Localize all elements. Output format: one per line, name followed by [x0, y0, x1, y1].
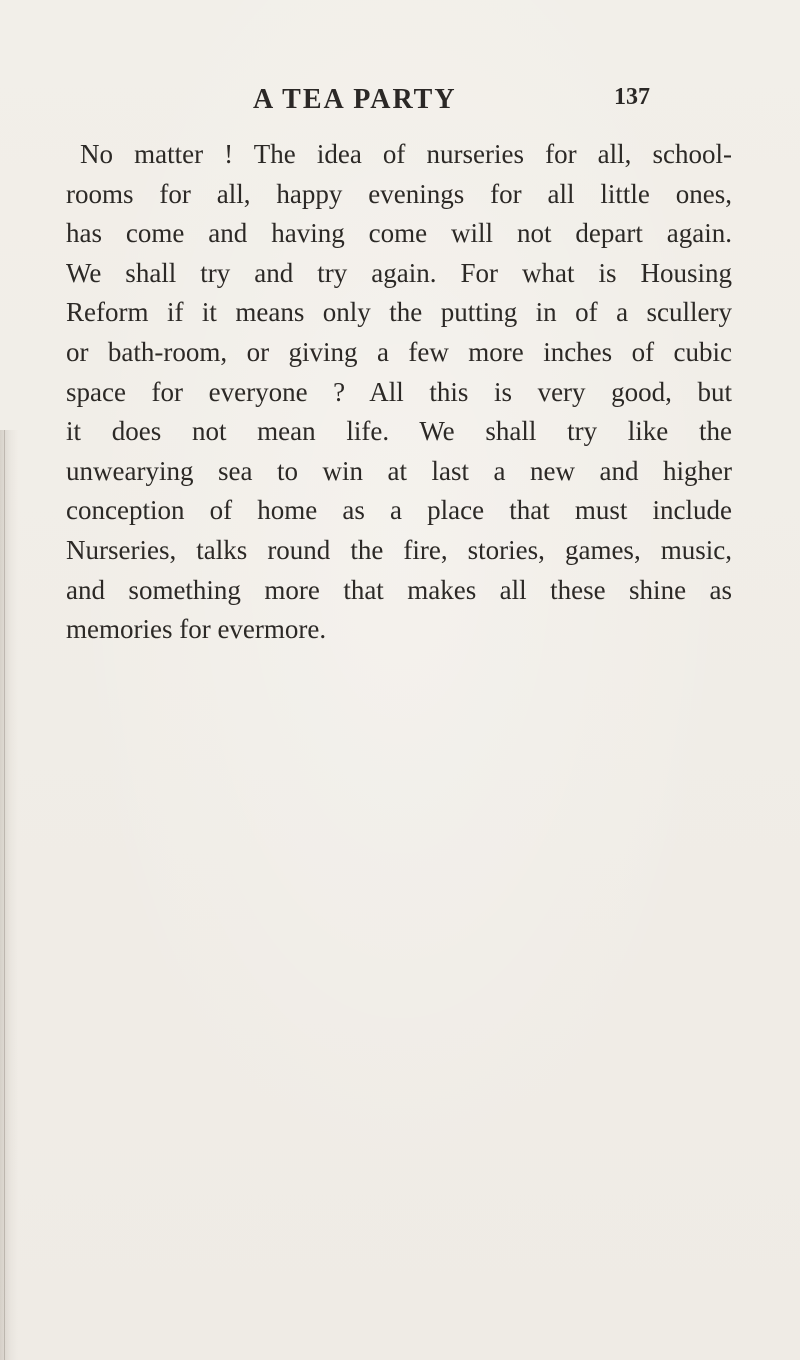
text-line: We shall try and try again. For what is Housing — [66, 257, 732, 288]
text-line: rooms for all, happy evenings for all little ones, — [66, 178, 732, 209]
page-binding-edge — [0, 430, 18, 1360]
text-line: No matter ! The idea of nurseries for all, school- — [80, 139, 732, 169]
text-line: conception of home as a place that must include — [66, 495, 732, 526]
text-line: unwearying sea to win at last a new and higher — [66, 455, 732, 486]
body-paragraph — [66, 135, 732, 650]
page-header — [0, 76, 800, 116]
text-line: Nurseries, talks round the fire, stories, games, music, — [66, 534, 732, 565]
text-line: memories for evermore. — [66, 614, 327, 645]
text-line: has come and having come will not depart again. — [66, 218, 732, 249]
running-title: A TEA PARTY — [253, 84, 457, 115]
text-line: or bath-room, or giving a few more inches of cubic — [66, 336, 732, 367]
text-line: Reform if it means only the putting in of a scullery — [66, 297, 732, 328]
text-line: it does not mean life. We shall try like the — [66, 416, 732, 447]
text-line: space for everyone ? All this is very good, but — [66, 376, 732, 407]
text-line: and something more that makes all these shine as — [66, 574, 732, 605]
page-number: 137 — [614, 84, 650, 110]
